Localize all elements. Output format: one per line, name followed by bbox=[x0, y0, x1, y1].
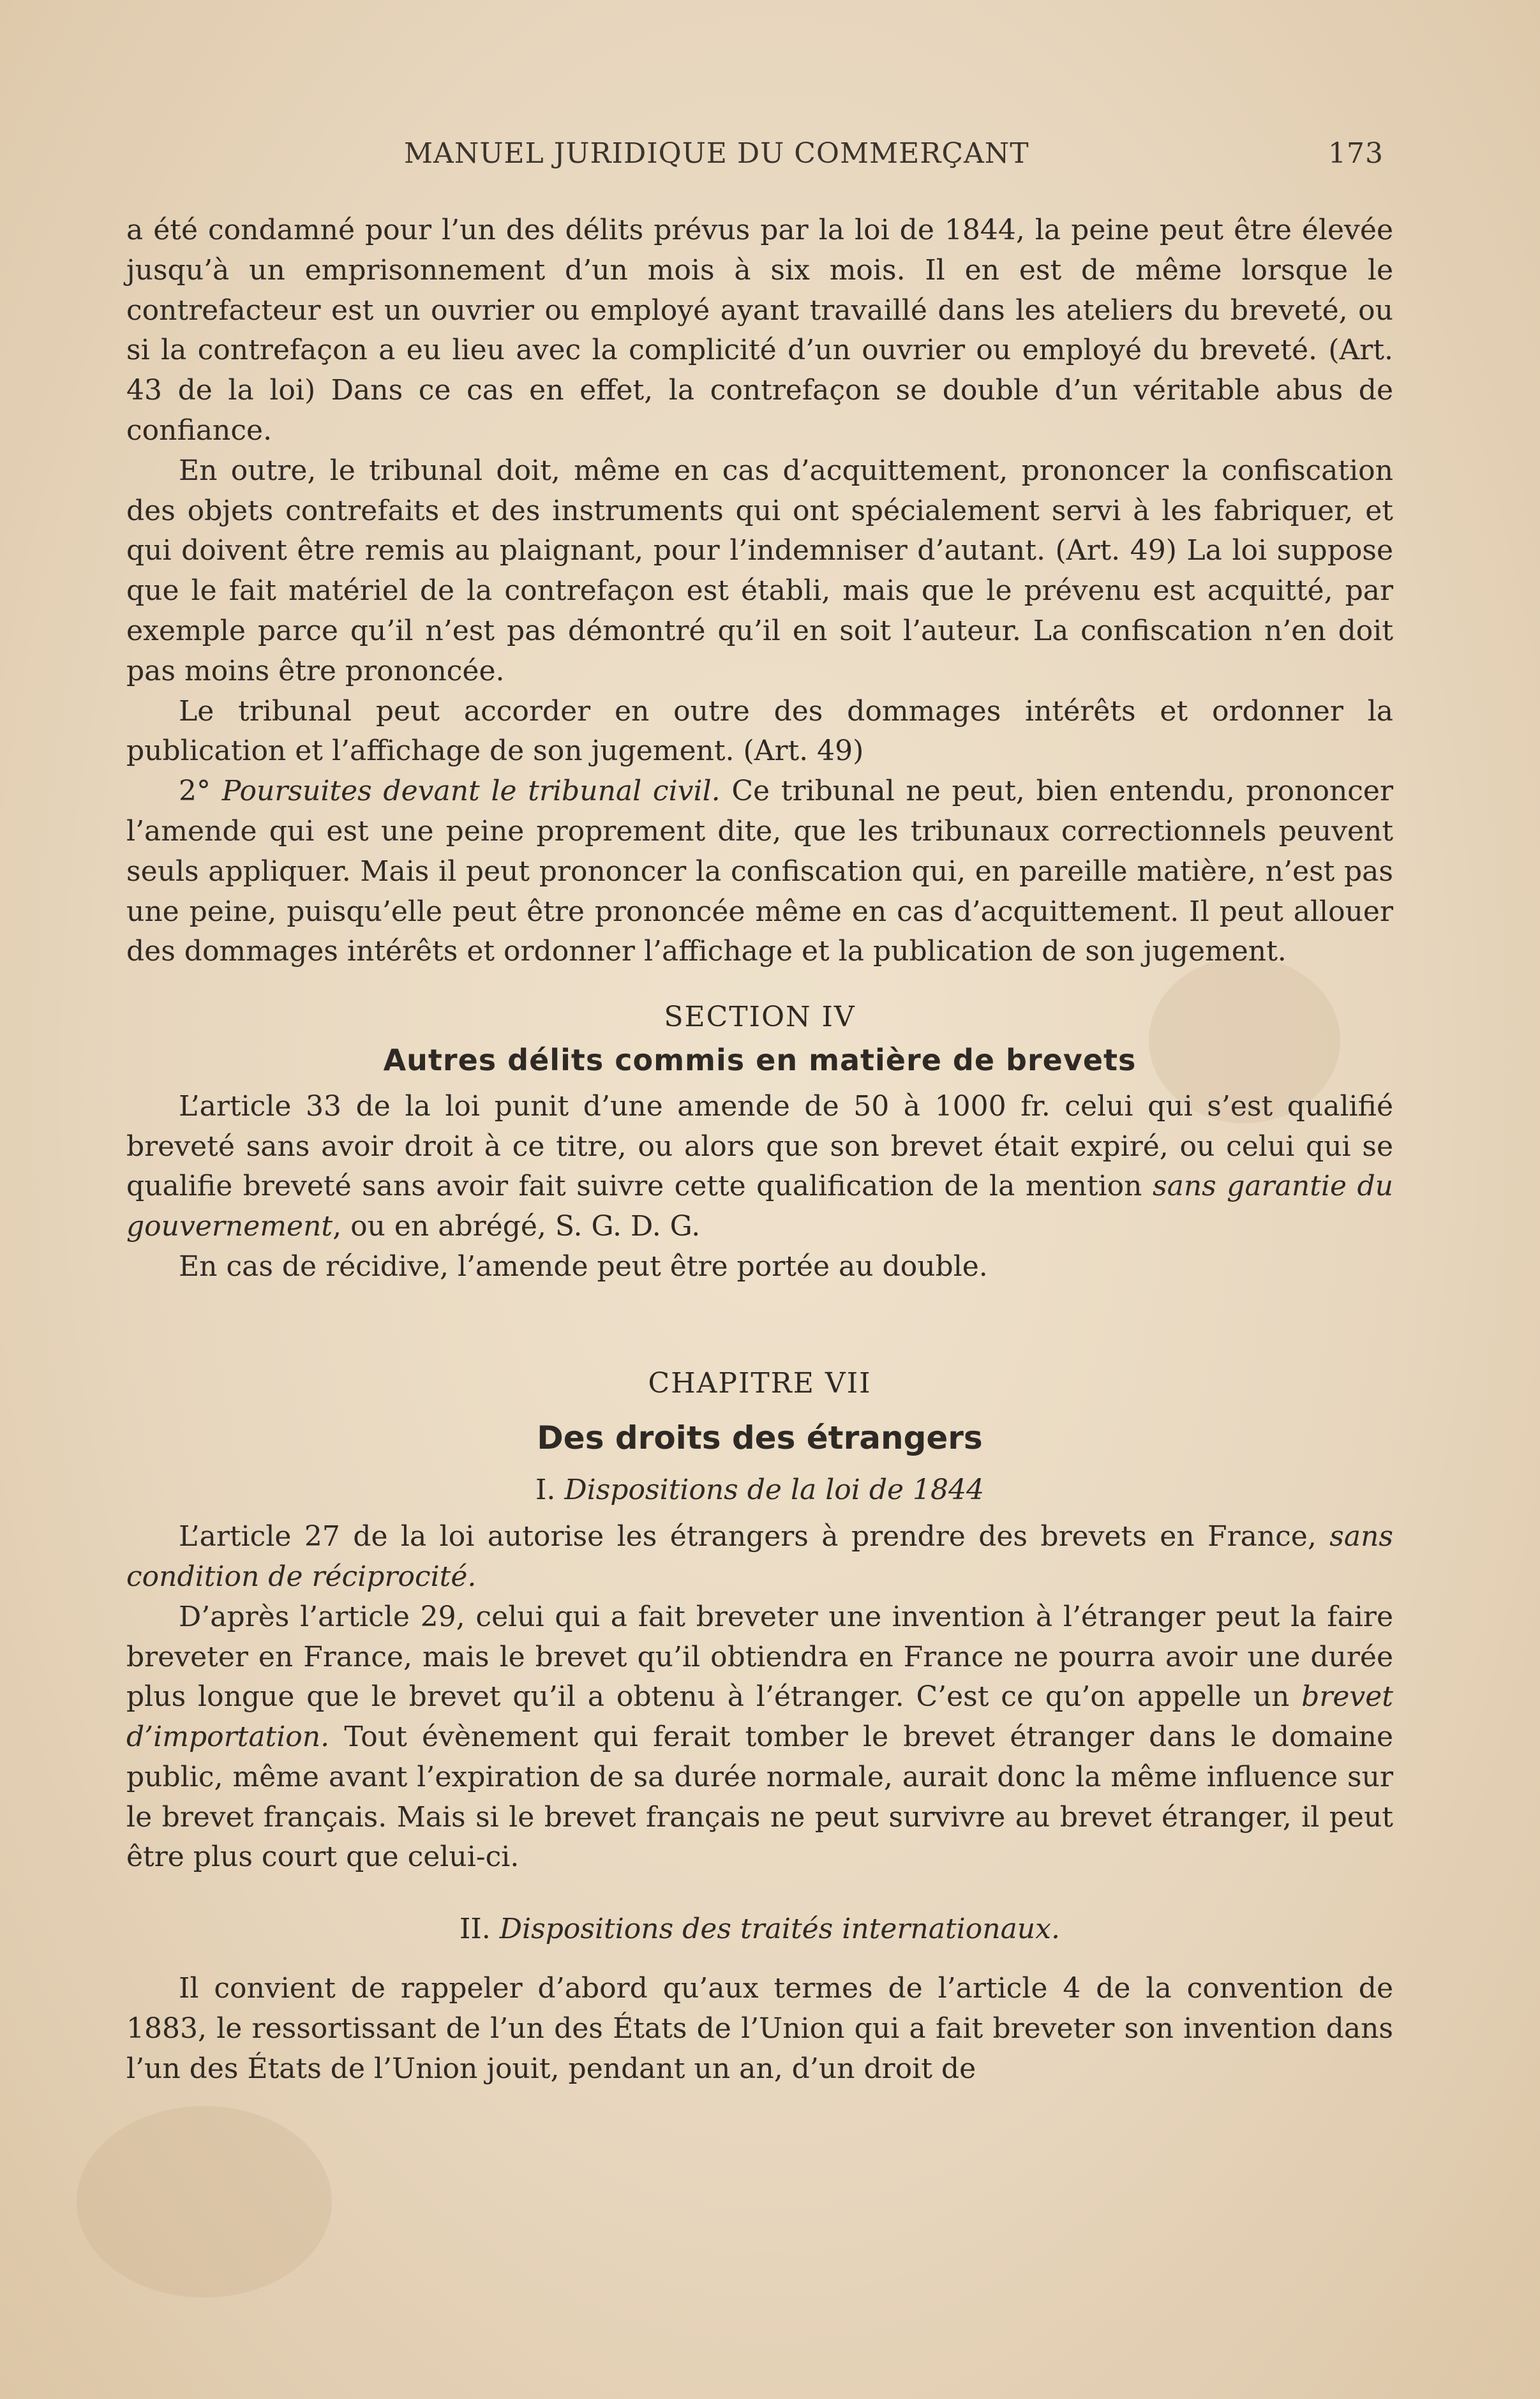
chapter-subtitle: Des droits des étrangers bbox=[537, 1419, 983, 1456]
list-marker: 2° bbox=[179, 775, 222, 808]
section-subtitle: Autres délits commis en matière de brevets bbox=[383, 1042, 1137, 1077]
paragraph-text: L’article 27 de la loi autorise les étrangers à prendre des brevets en France, bbox=[179, 1520, 1330, 1553]
paragraph: En outre, le tribunal doit, même en cas d’acquittement, prononcer la confiscation des objets contrefaits et des instruments qui ont spécialement servi à les fabriquer, et qui doivent être remis au plaignant, pour l’indemniser d’autant. (Art. 49) La loi suppose que le fait matériel de la contrefaçon est établi, mais que le prévenu est acquitté, par exemple parce qu’il n’est pas démontré qu’il en soit l’auteur. La confiscation n’en doit pas moins être prononcée. bbox=[126, 454, 1393, 687]
section-title: SECTION IV bbox=[664, 1001, 856, 1034]
italic-text: sans garantie du gouvernement bbox=[126, 1170, 1393, 1243]
chapter-title: CHAPITRE VII bbox=[648, 1366, 872, 1400]
page-number: 173 bbox=[1328, 137, 1384, 170]
paragraph: Il convient de rappeler d’abord qu’aux termes de l’article 4 de la convention de 1883, le ressortissant de l’un des États de l’Union qui a fait breveter son invention dans l’un des États de l’Union jouit, pendant un an, d’un droit de bbox=[126, 1972, 1393, 2085]
paragraph: a été condamné pour l’un des délits prévus par la loi de 1844, la peine peut être élevée jusqu’à un emprisonnement d’un mois à six mois. Il en est de même lorsque le contrefacteur est un ouvrier ou employé ayant travaillé dans les ateliers du breveté, ou si la contrefaçon a eu lieu avec la complicité d’un ouvrier ou employé du breveté. (Art. 43 de la loi) Dans ce cas en effet, la contrefaçon se double d’un véritable abus de confiance. bbox=[126, 214, 1393, 447]
paragraph bbox=[126, 1517, 1393, 1597]
subheading-text: Dispositions de la loi de 1844 bbox=[564, 1474, 985, 1507]
subheading-text: Dispositions des traités internationaux. bbox=[499, 1913, 1060, 1946]
paragraph: Le tribunal peut accorder en outre des dommages intérêts et ordonner la publication et l’affichage de son jugement. (Art. 49) bbox=[126, 694, 1393, 768]
page-body bbox=[126, 211, 1393, 2089]
subheading-number: II. bbox=[460, 1913, 500, 1946]
paragraph bbox=[126, 772, 1393, 972]
italic-text: brevet d’importation. bbox=[126, 1680, 1393, 1754]
paragraph bbox=[126, 1087, 1393, 1247]
header-title: MANUEL JURIDIQUE DU COMMERÇANT bbox=[404, 137, 1029, 170]
paragraph: En cas de récidive, l’amende peut être portée au double. bbox=[179, 1250, 988, 1283]
italic-heading: Poursuites devant le tribunal civil. bbox=[221, 775, 721, 808]
paragraph-text: L’article 33 de la loi punit d’une amende de 50 à 1000 fr. celui qui s’est qualifié breveté sans avoir droit à ce titre, ou alors que son brevet était expiré, ou celui qui se qualifie breveté sans avoir fait suivre cette qualification de la mention bbox=[126, 1089, 1393, 1203]
paragraph-text: D’après l’article 29, celui qui a fait breveter une invention à l’étranger peut la faire breveter en France, mais le brevet qu’il obtiendra en France ne pourra avoir une durée plus longue que le brevet qu’il a obtenu à l’étranger. C’est ce qu’on appelle un bbox=[126, 1600, 1393, 1714]
subheading-number: I. bbox=[535, 1474, 565, 1507]
running-header bbox=[404, 137, 1403, 182]
italic-text: sans condition de réciprocité. bbox=[126, 1520, 1393, 1593]
subheading bbox=[126, 1909, 1393, 1950]
paper-stain bbox=[77, 2106, 332, 2298]
subheading bbox=[126, 1470, 1393, 1511]
paragraph-text: Ce tribunal ne peut, bien entendu, prononcer l’amende qui est une peine proprement dite, que les tribunaux correctionnels peuvent seuls appliquer. Mais il peut prononcer la confiscation qui, en pareille matière, n’est pas une peine, puisqu’elle peut être prononcée même en cas d’acquittement. Il peut allouer des dommages intérêts et ordonner l’affichage et la publication de son jugement. bbox=[126, 775, 1394, 968]
paragraph bbox=[126, 1597, 1393, 1878]
paragraph-text: Tout évènement qui ferait tomber le brevet étranger dans le domaine public, même avant l’expiration de sa durée normale, aurait donc la même influence sur le brevet français. Mais si le brevet français ne peut survivre au brevet étranger, il peut être plus court que celui-ci. bbox=[126, 1721, 1393, 1874]
paragraph-text: , ou en abrégé, S. G. D. G. bbox=[333, 1210, 701, 1243]
